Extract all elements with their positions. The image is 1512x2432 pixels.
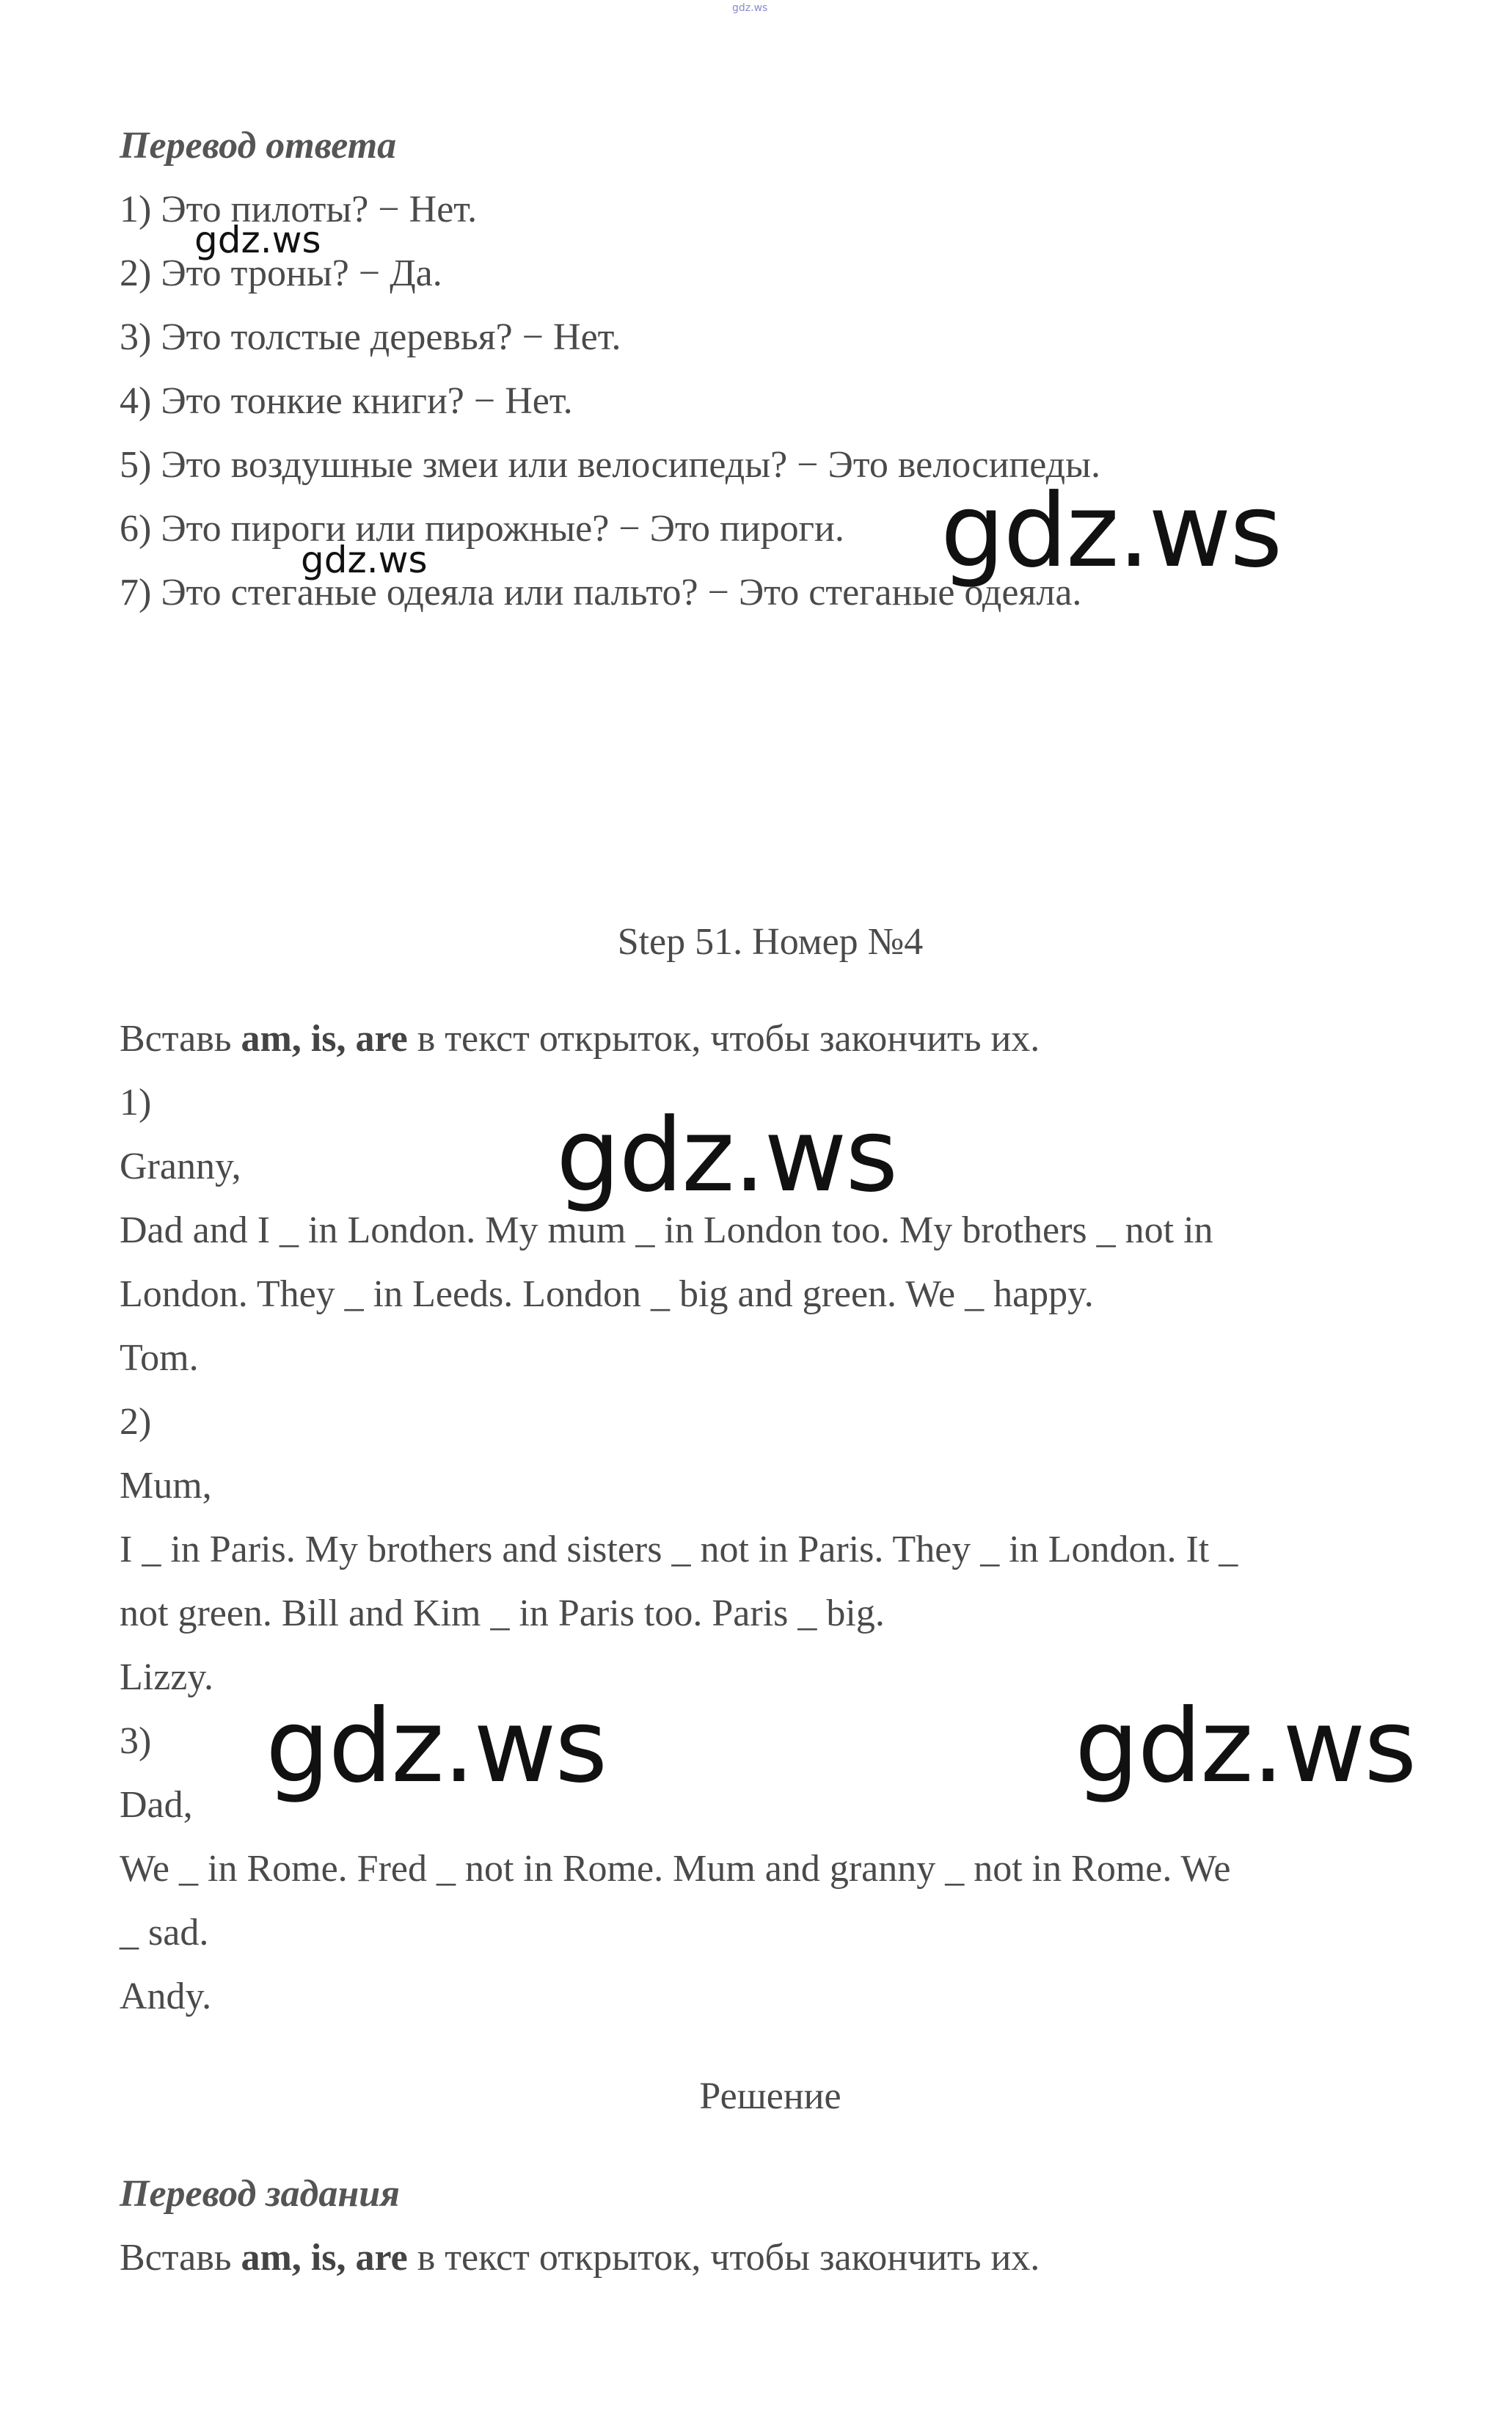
- task-translation-heading: Перевод задания: [120, 2173, 400, 2215]
- watermark-overlay: gdz.ws: [556, 1096, 897, 1215]
- exercise-line: London. They _ in Leeds. London _ big and green. We _ happy.: [120, 1273, 1094, 1315]
- exercise-line: _ sad.: [120, 1912, 209, 1954]
- exercise-line: Andy.: [120, 1976, 212, 2017]
- answer-translation-heading: Перевод ответа: [120, 125, 397, 167]
- exercise-line: not green. Bill and Kim _ in Paris too. Paris _ big.: [120, 1592, 885, 1634]
- watermark-top: gdz.ws: [732, 2, 768, 14]
- exercise-line: Lizzy.: [120, 1656, 213, 1698]
- instruction-bold-words: am, is, are: [241, 2237, 408, 2279]
- exercise-instruction: [120, 1016, 1040, 1062]
- exercise-line: Mum,: [120, 1465, 212, 1507]
- watermark-overlay: gdz.ws: [301, 539, 428, 581]
- answer-line-5: 5) Это воздушные змеи или велосипеды? − Это велосипеды.: [120, 444, 1101, 486]
- exercise-line: 1): [120, 1082, 152, 1124]
- exercise-title: Step 51. Номер №4: [617, 921, 924, 963]
- solution-title: Решение: [699, 2075, 841, 2117]
- exercise-line: 3): [120, 1720, 152, 1762]
- watermark-overlay: gdz.ws: [194, 219, 321, 261]
- answer-line-7: 7) Это стеганые одеяла или пальто? − Это стеганые одеяла.: [120, 572, 1082, 614]
- exercise-line: Granny,: [120, 1146, 241, 1187]
- exercise-line: Tom.: [120, 1337, 199, 1379]
- instruction-text-after: в текст открыток, чтобы закончить их.: [407, 1018, 1040, 1060]
- watermark-overlay: gdz.ws: [1075, 1687, 1416, 1805]
- instruction-text-before: Вставь: [120, 2237, 241, 2279]
- watermark-overlay: gdz.ws: [266, 1687, 607, 1805]
- instruction-bold-words: am, is, are: [241, 1018, 408, 1060]
- answer-line-2: 2) Это троны? − Да.: [120, 252, 442, 294]
- exercise-line: 2): [120, 1401, 152, 1443]
- task-translation-instruction: [120, 2235, 1040, 2281]
- answer-line-3: 3) Это толстые деревья? − Нет.: [120, 316, 621, 358]
- watermark-overlay: gdz.ws: [941, 472, 1282, 590]
- answer-line-4: 4) Это тонкие книги? − Нет.: [120, 380, 573, 422]
- exercise-line: Dad and I _ in London. My mum _ in London too. My brothers _ not in: [120, 1209, 1213, 1251]
- exercise-line: We _ in Rome. Fred _ not in Rome. Mum and granny _ not in Rome. We: [120, 1848, 1231, 1890]
- answer-line-6: 6) Это пироги или пирожные? − Это пироги.: [120, 508, 844, 550]
- exercise-line: Dad,: [120, 1784, 193, 1826]
- answer-line-1: 1) Это пилоты? − Нет.: [120, 189, 478, 230]
- exercise-line: I _ in Paris. My brothers and sisters _ not in Paris. They _ in London. It _: [120, 1529, 1238, 1570]
- instruction-text-before: Вставь: [120, 1018, 241, 1060]
- instruction-text-after: в текст открыток, чтобы закончить их.: [407, 2237, 1040, 2279]
